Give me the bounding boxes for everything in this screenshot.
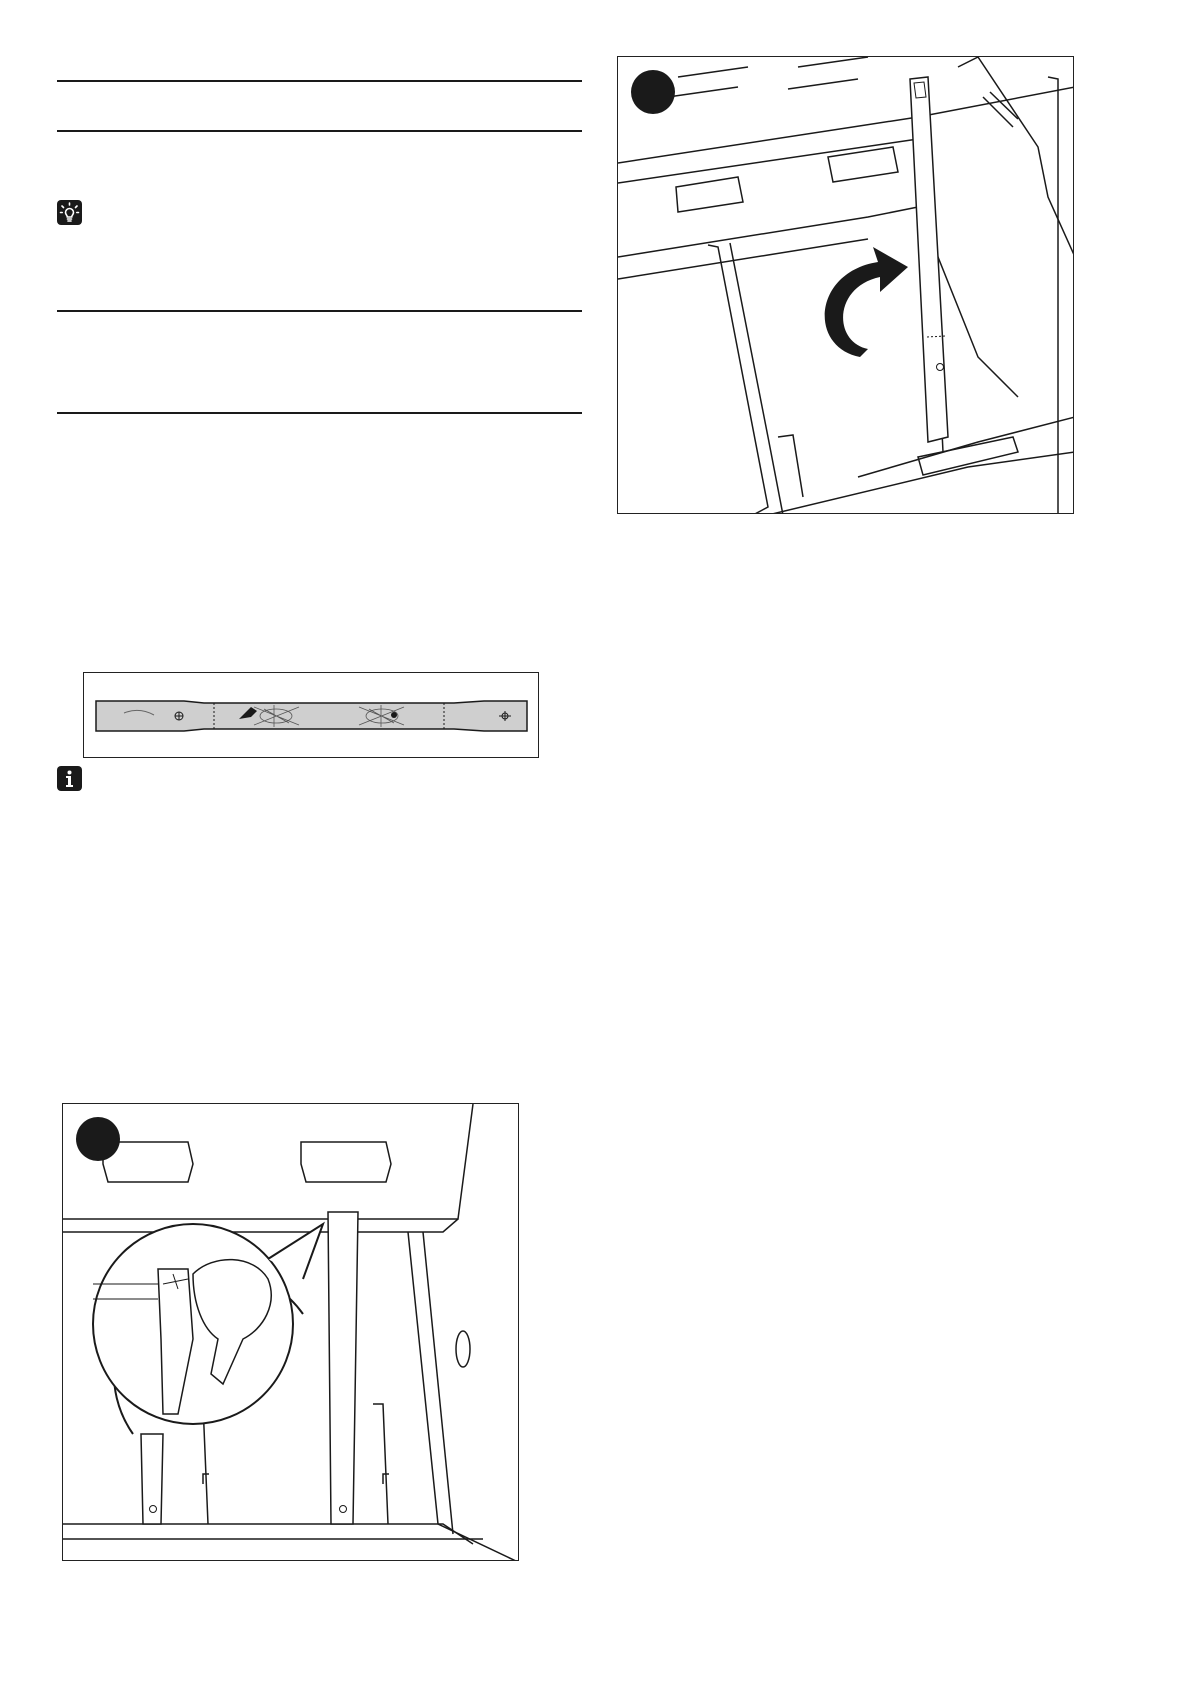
figure-badge-top — [631, 70, 675, 114]
burner-tube-illustration — [83, 672, 539, 758]
burner-removal-figure-rotate — [617, 56, 1074, 514]
curved-arrow-icon — [825, 247, 908, 357]
burner-removal-figure-unhook — [62, 1103, 519, 1561]
section-rule-4 — [57, 412, 582, 414]
lightbulb-icon — [57, 200, 82, 225]
figure-badge-bottom — [76, 1117, 120, 1161]
info-icon — [57, 766, 82, 791]
section-rule-3 — [57, 310, 582, 312]
section-rule-2 — [57, 130, 582, 132]
section-rule-1 — [57, 80, 582, 82]
